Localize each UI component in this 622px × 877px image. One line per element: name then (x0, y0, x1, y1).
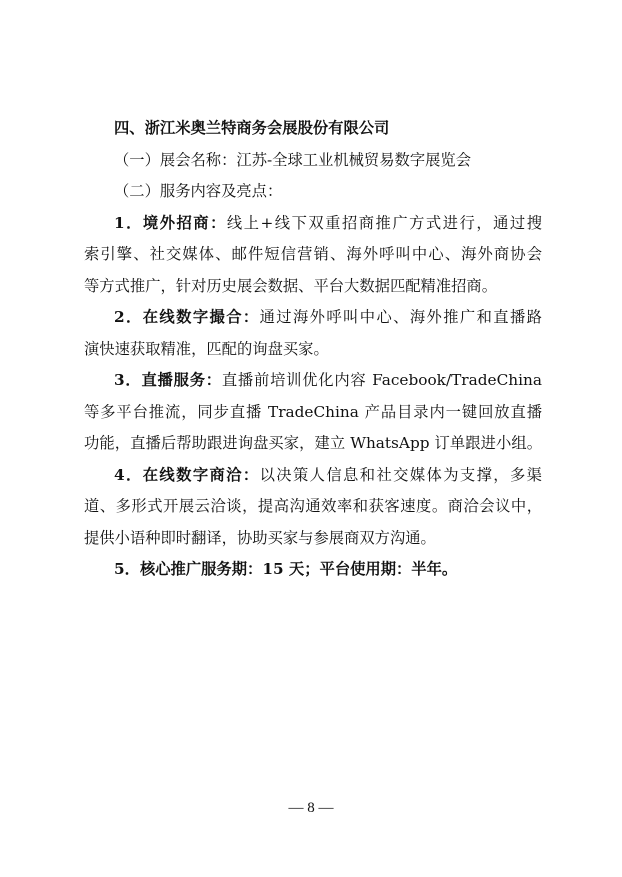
exhibition-name-line (84, 145, 542, 177)
item-4-text-1: 以决策人信息和社交媒体为支撑，多渠 (259, 465, 542, 484)
item-4-line-2: 道、多形式开展云洽谈，提高沟通效率和获客速度。商洽会议中， (84, 497, 542, 515)
item-1-text-1: 线上+线下双重招商推广方式进行，通过搜 (226, 213, 542, 232)
item-1-line-2: 索引擎、社交媒体、邮件短信营销、海外呼叫中心、海外商协会 (84, 245, 542, 263)
item-2-line-1 (84, 302, 542, 334)
item-4-line-3: 提供小语种即时翻译，协助买家与参展商双方沟通。 (84, 528, 436, 547)
item-2-line-2: 演快速获取精准，匹配的询盘买家。 (84, 339, 329, 358)
item-3-label: 3．直播服务： (114, 371, 222, 389)
section-title: 四、浙江米奥兰特商务会展股份有限公司 (114, 119, 390, 137)
item-3-line-2: 等多平台推流，同步直播 TradeChina 产品目录内一键回放直播 (84, 402, 542, 421)
exhibition-name: 江苏-全球工业机械贸易数字展览会 (236, 150, 472, 169)
item-3-line-3: 功能，直播后帮助跟进询盘买家，建立 WhatsApp 订单跟进小组。 (84, 434, 542, 452)
item-1-line-3: 等方式推广，针对历史展会数据、平台大数据匹配精准招商。 (84, 276, 498, 295)
exhibition-prefix: （一）展会名称： (114, 150, 237, 169)
item-5-line-1: 5．核心推广服务期：15 天；平台使用期：半年。 (114, 560, 458, 578)
item-4-line-1 (84, 460, 542, 492)
service-heading: （二）服务内容及亮点： (114, 182, 283, 200)
page-number: — 8 — (288, 800, 334, 816)
document-body (84, 113, 542, 586)
item-2-text-1: 通过海外呼叫中心、海外推广和直播路 (259, 308, 542, 326)
item-1-label: 1．境外招商： (114, 213, 227, 232)
item-4-label: 4．在线数字商洽： (114, 465, 260, 484)
item-1-line-1 (84, 208, 542, 240)
item-2-label: 2．在线数字撮合： (114, 308, 260, 326)
item-3-line-1 (84, 365, 542, 397)
item-3-text-1: 直播前培训优化内容 Facebook/TradeChina (221, 371, 542, 389)
